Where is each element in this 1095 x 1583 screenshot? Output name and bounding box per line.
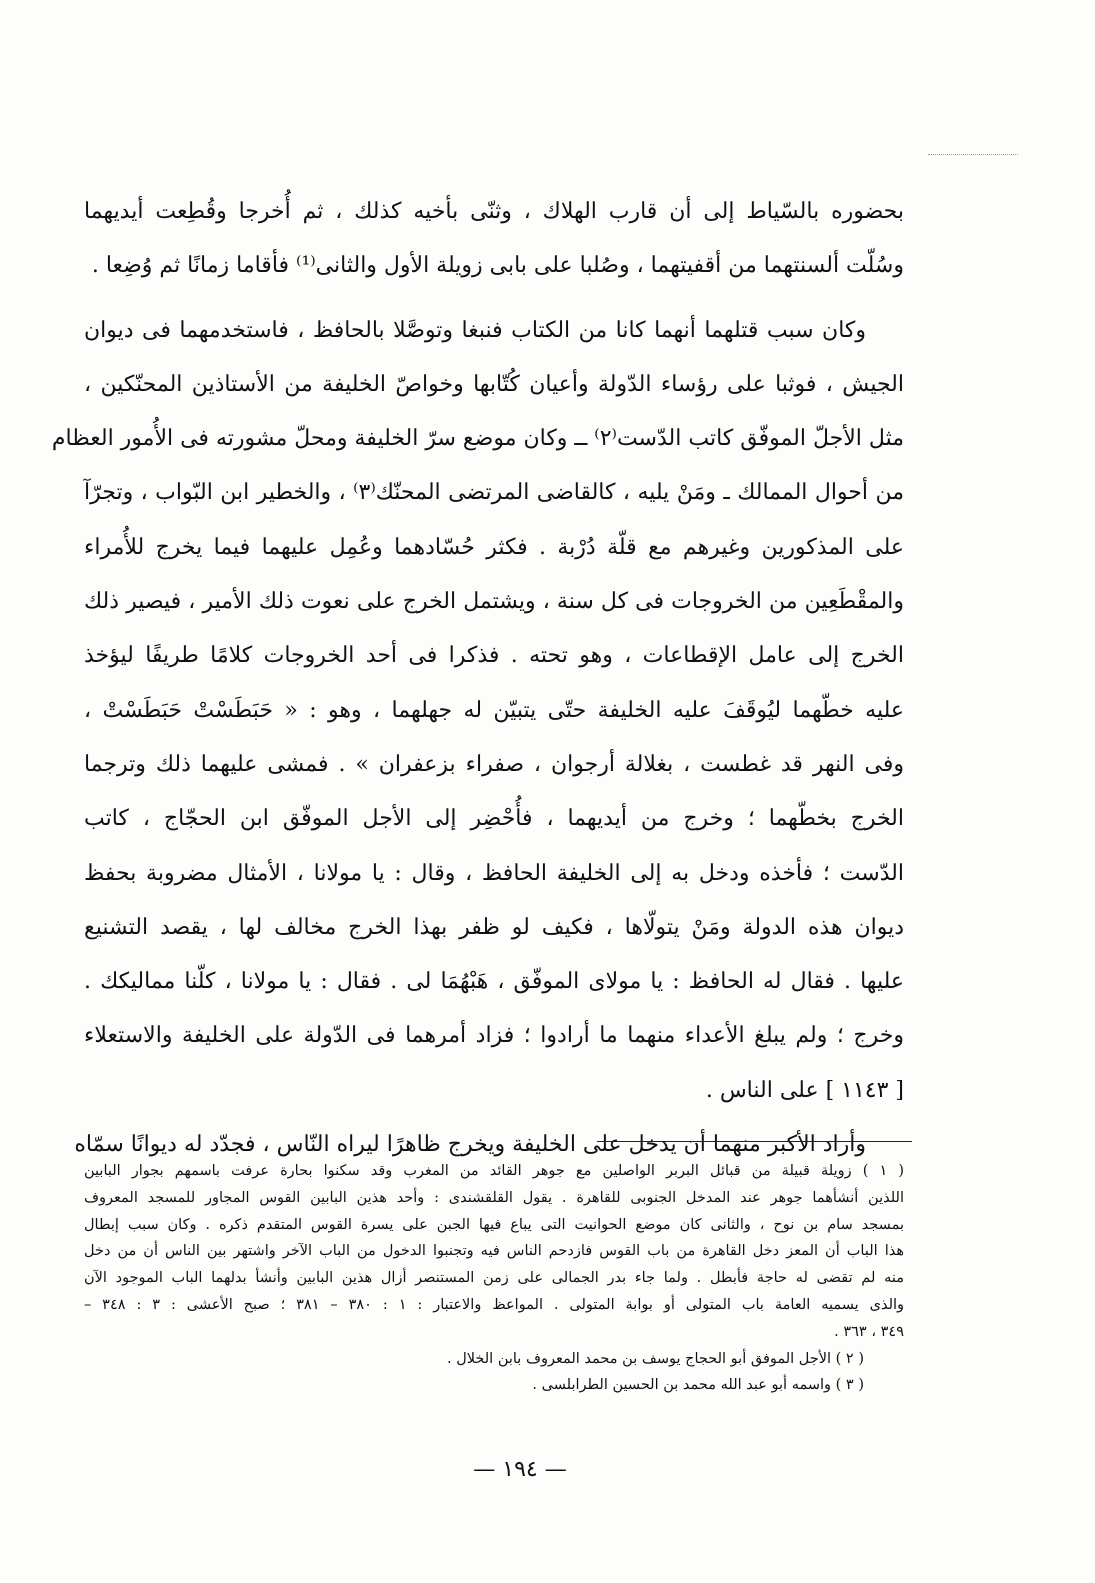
text-line: عليه خطّهما ليُوقَفَ عليه الخليفة حتّى يتبيّن له جهلهما ، وهو : « حَبَطَسْتْ حَبَطَسْتْ ، (84, 697, 904, 723)
footnote-line: اللذين أنشأهما جوهر عند المدخل الجنوبى للقاهرة . يقول القلقشندى : وأحد هذين البابين القوس المجاور للمسجد المعروف (84, 1189, 904, 1206)
footnote-line: هذا الباب أن المعز دخل القاهرة من باب القوس فازدحم الناس فيه وتجنبوا الدخول من الباب الآخر واشتهر بين الناس أن من دخل (84, 1243, 904, 1260)
text-line: وخرج ؛ ولم يبلغ الأعداء منهما ما أرادوا ؛ فزاد أمرهما فى الدّولة على الخليفة والاستعلاء (84, 1023, 904, 1049)
text-line: وفى النهر قد غطست ، بغلالة أرجوان ، صفراء بزعفران » . فمشى عليهما ذلك وترجما (84, 751, 904, 777)
text-line: بحضوره بالسّياط إلى أن قارب الهلاك ، وثنّى بأخيه كذلك ، ثم أُخرجا وقُطِعت أيديهما (84, 199, 904, 224)
text-line: الدّست ؛ فأخذه ودخل به إلى الخليفة الحافظ ، وقال : يا مولانا ، الأمثال مضروبة بحفظ (84, 860, 904, 886)
text-line: من أحوال الممالك ـ ومَنْ يليه ، كالقاضى المرتضى المحنّك⁽٣⁾ ، والخطير ابن البّواب ، وتجرّآ (84, 480, 904, 506)
footnote-line: ( ٣ ) واسمه أبو عبد الله محمد بن الحسين الطرابلسى . (532, 1377, 864, 1394)
text-line: [ ١١٤٣ ] على الناس . (705, 1077, 904, 1103)
scan-artifact (928, 154, 1018, 155)
footnote-line: ( ٢ ) الأجل الموفق أبو الحجاج يوسف بن محمد المعروف بابن الخلال . (447, 1350, 864, 1367)
footnote-line: والذى يسميه العامة باب المتولى أو بوابة المتولى . المواعظ والاعتبار : ١ : ٣٨٠ – ٣٨١ ؛ صبح الأعشى : ٣ : ٣٤٨ – (84, 1296, 905, 1313)
text-line: ديوان هذه الدولة ومَنْ يتولّاها ، فكيف لو ظفر بهذا الخرج مخالف لها ، يقصد التشنيع (84, 914, 904, 940)
text-line: الجيش ، فوثبا على رؤساء الدّولة وأعيان كُتّابها وخواصّ الخليفة من الأستاذين المحنّكين ، (84, 371, 904, 397)
text-line: وكان سبب قتلهما أنهما كانا من الكتاب فنبغا وتوصَّلا بالحافظ ، فاستخدمهما فى ديوان (84, 317, 866, 343)
footnote-line: ( ١ ) زويلة قبيلة من قبائل البربر الواصلين مع جوهر القائد من المغرب وقد سكنوا بحارة عرفت باسمهم بجوار البابين (84, 1163, 904, 1179)
text-line: على المذكورين وغيرهم مع قلّة دُرْبة . فكثر حُسّادهما وعُمِل عليهما فيما يخرج للأُمراء (84, 534, 904, 560)
footnote-line: بمسجد سام بن نوح ، والثانى كان موضع الحوانيت التى يباع فيها الجبن على يسرة القوس المتقدم ذكره . وكان سبب إبطال (84, 1216, 904, 1233)
page-number: — ١٩٤ — (473, 1457, 567, 1482)
text-line: وسُلّت ألسنتهما من أقفيتهما ، وصُلبا على بابى زويلة الأول والثانى⁽¹⁾ فأقاما زمانًا ثم وُضِعا . (91, 253, 904, 279)
footnote-divider (597, 1141, 912, 1142)
text-line: وأراد الأكبر منهما أن يدخل على الخليفة ويخرج ظاهرًا ليراه النّاس ، فجدّد له ديوانًا سمّاه (74, 1132, 866, 1158)
text-line: الخرج إلى عامل الإقطاعات ، وهو تحته . فذكرا فى أحد الخروجات كلامًا طريفًا ليؤخذ (84, 643, 904, 669)
main-text (51, 185, 904, 1172)
text-line: مثل الأجلّ الموفّق كاتب الدّست⁽٢⁾ ــ وكان موضع سرّ الخليفة ومحلّ مشورته فى الأُمور العظام (51, 426, 904, 452)
footnotes (84, 1158, 904, 1399)
text-line: الخرج بخطّهما ؛ وخرج من أيديهما ، فأُحْضِر إلى الأجل الموفّق ابن الحجّاج ، كاتب (84, 806, 904, 832)
text-line: عليها . فقال له الحافظ : يا مولاى الموفّق ، هَبْهُمَا لى . فقال : يا مولانا ، كلّنا مماليكك . (84, 969, 904, 995)
footnote-line: منه لم تقضى له حاجة فأبطل . ولما جاء بدر الجمالى على زمن المستنصر أزال هذين البابين وأنشأ بدلهما الباب الموجود الآن (84, 1270, 904, 1287)
footnote-line: ٣٤٩ ، ٣٦٣ . (834, 1323, 904, 1340)
text-line: والمقْطَعِين من الخروجات فى كل سنة ، ويشتمل الخرج على نعوت ذلك الأمير ، فيصير ذلك (84, 589, 904, 615)
